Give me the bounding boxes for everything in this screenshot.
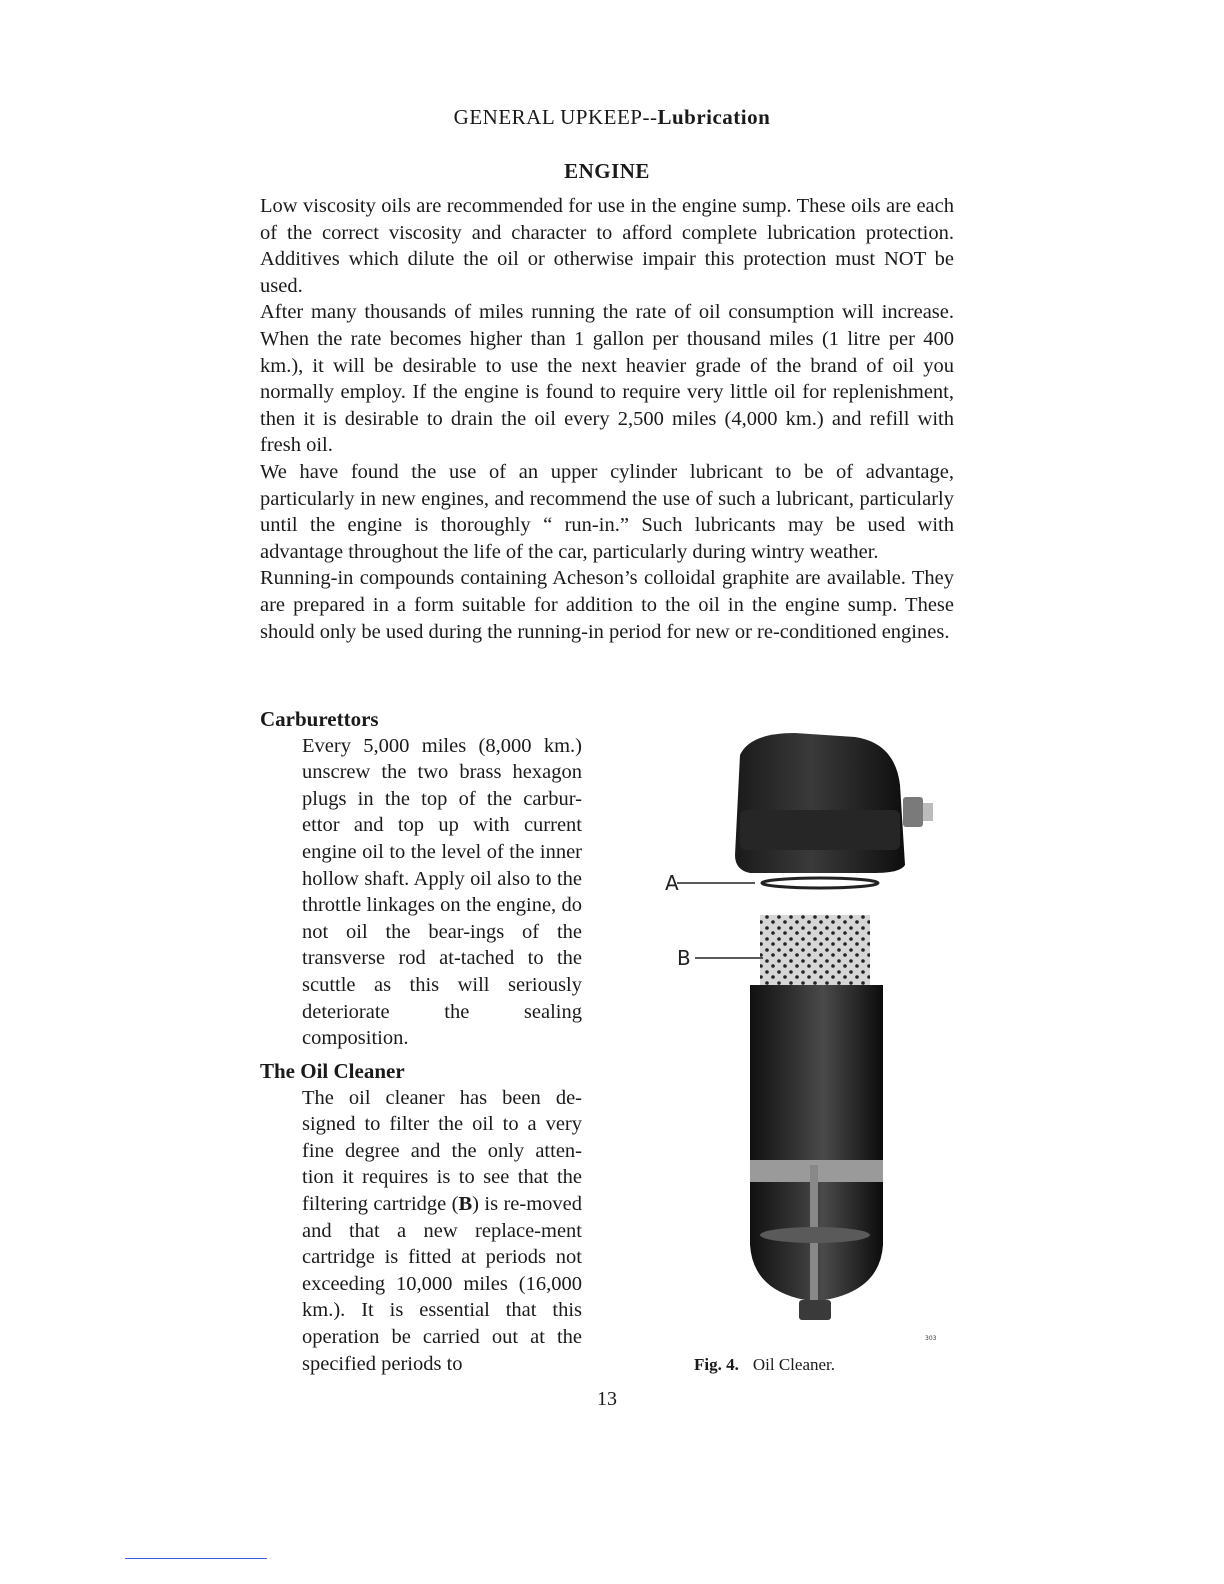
gasket-ring (762, 878, 878, 888)
label-a: A (665, 871, 679, 895)
carburettors-heading: Carburettors (260, 707, 379, 731)
paragraph: Running-in compounds containing Acheson’s colloidal graphite are available. They are prepared in a form suitable for addition to the oil in the engine sump. These should only be used during the running-in period for new or re-conditioned engines. (260, 567, 954, 643)
page-number: 13 (597, 1388, 617, 1410)
figure-number: Fig. 4. (694, 1355, 739, 1374)
carburettors-section (260, 706, 582, 1052)
oil-cleaner-text-before: The oil cleaner has been de-signed to filter the oil to a very fine degree and the only atten-tion it requires is to see that the filtering cartridge ( (302, 1086, 582, 1215)
running-head (0, 105, 1224, 130)
cartridge-label: B (458, 1192, 473, 1215)
figure-caption (694, 1355, 835, 1375)
paragraph: We have found the use of an upper cylinder lubricant to be of advantage, particularly in new engines, and recommend the use of such a lubricant, particularly until the engine is thoroughly “ run-in.” Such lubricants may be used with advantage throughout the life of the car, particularly during wintry weather. (260, 460, 954, 563)
oil-cleaner-text-after: ) is re-moved and that a new replace-ment cartridge is fitted at periods not exceeding 10,000 miles (16,000 km.). It is essential that this operation be carried out at the specified periods to (302, 1192, 582, 1375)
oil-cleaner-heading: The Oil Cleaner (260, 1059, 405, 1083)
carburettors-text: Every 5,000 miles (8,000 km.) unscrew the two brass hexagon plugs in the top of the carbur-ettor and top up with current engine oil to the level of the inner hollow shaft. Apply oil also to the throttle linkages on the engine, do not oil the bear-ings of the transverse rod at-tached to the scuttle as this will seriously deteriorate the sealing composition. (302, 734, 582, 1050)
running-head-bold: Lubrication (657, 105, 771, 129)
filter-cartridge (760, 915, 870, 985)
oil-cleaner-section (260, 1058, 582, 1377)
oil-cleaner-text (302, 1085, 582, 1378)
oil-cleaner-illustration (655, 715, 955, 1355)
running-head-main: GENERAL UPKEEP (453, 105, 643, 129)
engine-body-text (260, 193, 954, 645)
section-title: ENGINE (564, 159, 650, 183)
label-b: B (677, 946, 691, 970)
paragraph: After many thousands of miles running the rate of oil consumption will increase. When the rate becomes higher than 1 gallon per thousand miles (1 litre per 400 km.), it will be desirable to use the next heavier grade of the brand of oil you normally employ. If the engine is found to require very little oil for replenishment, then it is desirable to drain the oil every 2,500 miles (4,000 km.) and refill with fresh oil. (260, 301, 954, 457)
filter-cap (735, 733, 933, 873)
figure-caption-text: Oil Cleaner. (752, 1355, 836, 1374)
plate-mark: 303 (925, 1335, 937, 1342)
footnote-rule (125, 1558, 267, 1559)
filter-bowl (750, 985, 883, 1320)
paragraph: Low viscosity oils are recommended for use in the engine sump. These oils are each of the correct viscosity and character to afford complete lubrication protection. Additives which dilute the oil or otherwise impair this protection must NOT be used. (260, 195, 954, 297)
running-head-dash: -- (642, 105, 658, 129)
